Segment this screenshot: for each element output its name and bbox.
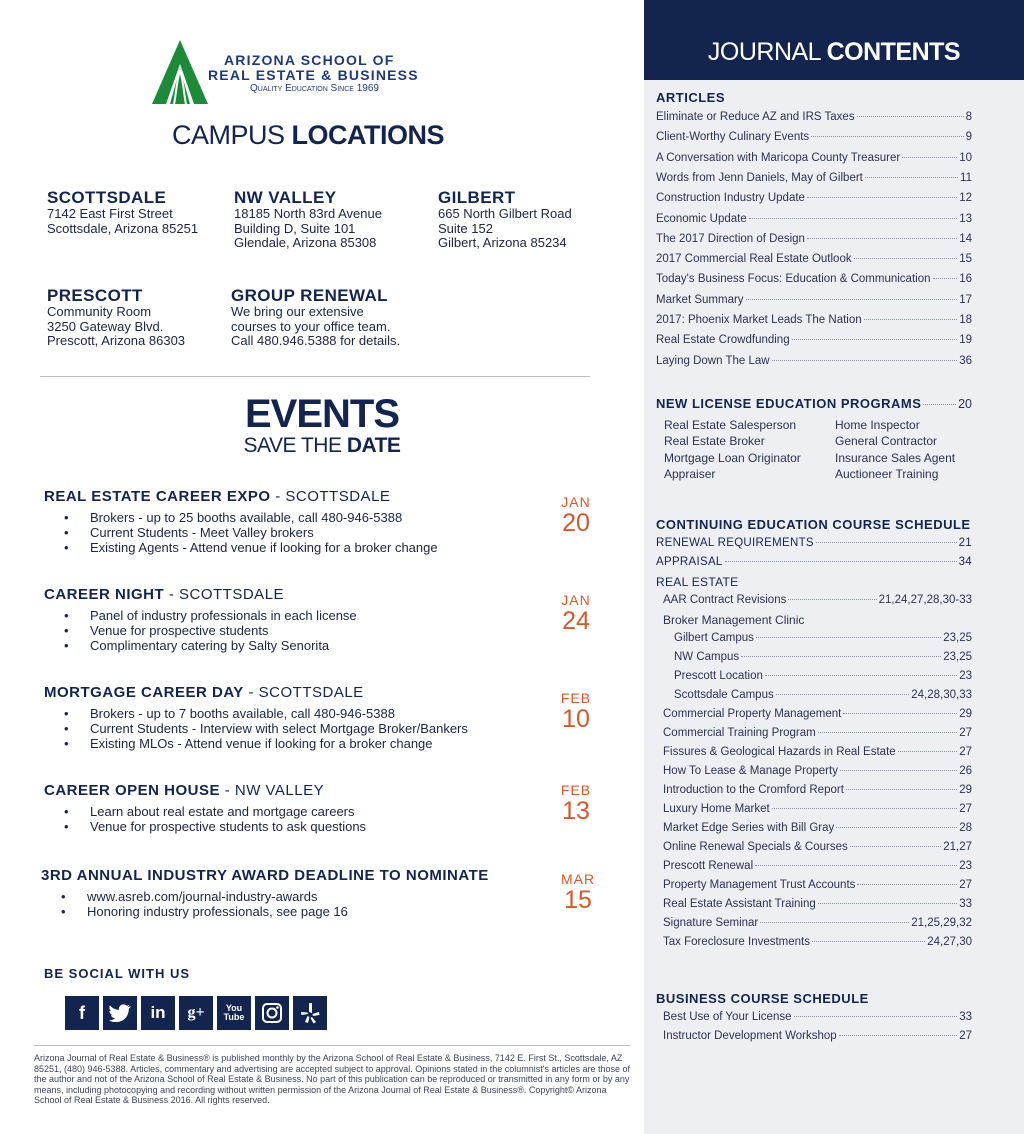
article-entry[interactable] (656, 294, 972, 306)
toc-entry-page: 19 (959, 334, 972, 347)
toc-entry-page: 33 (959, 898, 972, 910)
location-line: Scottsdale, Arizona 85251 (47, 220, 199, 236)
event-title (41, 867, 561, 884)
toc-entry-page: 33 (959, 1011, 972, 1023)
leader-dots (725, 561, 957, 562)
toc-entry-page: 21,25,29,32 (911, 917, 972, 929)
yelp-icon[interactable] (293, 996, 327, 1030)
leader-dots (840, 770, 957, 771)
article-entry[interactable] (656, 172, 972, 184)
event-bullets (44, 608, 564, 653)
toc-entry-page: 9 (965, 131, 972, 144)
real-estate-label: REAL ESTATE (656, 575, 739, 589)
journal-header (644, 0, 1024, 80)
new-license-page: 20 (958, 397, 972, 411)
leader-dots (811, 136, 963, 137)
location-prescott (47, 286, 185, 349)
leader-dots (746, 299, 958, 300)
location-line: 18185 North 83rd Avenue (234, 206, 382, 221)
program-item[interactable]: Mortgage Loan Originator (664, 450, 801, 465)
toc-entry-title: Fissures & Geological Hazards in Real Estate (663, 746, 896, 758)
leader-dots (749, 218, 957, 219)
toc-entry-title: Laying Down The Law (656, 354, 770, 367)
location-group-renewal (231, 286, 400, 349)
event-name: CAREER OPEN HOUSE (44, 782, 221, 799)
toc-entry-page: 27 (959, 803, 972, 815)
toc-entry-title: Instructor Development Workshop (663, 1030, 837, 1042)
event-location: NW VALLEY (234, 782, 325, 799)
toc-entry-page: 29 (959, 708, 972, 720)
ce-entry[interactable] (663, 917, 972, 929)
article-entry[interactable] (656, 233, 972, 245)
location-name: GROUP RENEWAL (231, 286, 388, 305)
business-course-heading: BUSINESS COURSE SCHEDULE (656, 991, 869, 1006)
leader-dots (792, 339, 958, 340)
toc-entry-page: 16 (959, 273, 972, 286)
event-title: MORTGAGE CAREER DAY - SCOTTSDALE (44, 684, 364, 701)
toc-entry-title: RENEWAL REQUIREMENTS (656, 537, 814, 549)
toc-entry-title: Best Use of Your License (663, 1011, 792, 1023)
social-icons (65, 996, 327, 1030)
logo-tagline: Quality Education Since 1969 (250, 83, 379, 94)
toc-entry-title: Commercial Property Management (663, 708, 842, 720)
instagram-icon[interactable] (255, 996, 289, 1030)
location-nw-valley (234, 188, 382, 251)
events-title: EVENTS (244, 392, 400, 436)
campus-title-light: CAMPUS (172, 120, 285, 150)
toc-entry-page: 13 (959, 212, 972, 225)
event-date (548, 871, 608, 913)
toc-entry-page: 29 (959, 784, 972, 796)
leader-dots (898, 751, 958, 752)
ce-entry[interactable] (663, 841, 972, 853)
event-name: REAL ESTATE CAREER EXPO (44, 488, 271, 505)
toc-entry-page: 21,24,27,28,30-33 (878, 594, 972, 606)
event-bullet: • Current Students - Meet Valley brokers (44, 525, 564, 540)
event-date (546, 782, 606, 824)
leader-dots (839, 1035, 958, 1036)
toc-entry-title: Client-Worthy Culinary Events (656, 131, 810, 144)
location-line: Gilbert, Arizona 85234 (438, 235, 567, 250)
ce-entry[interactable] (663, 898, 972, 910)
location-line: 665 North Gilbert Road (438, 206, 572, 221)
leader-dots (923, 404, 956, 405)
event-date (546, 592, 606, 634)
event-title: REAL ESTATE CAREER EXPO - SCOTTSDALE (44, 488, 391, 505)
ce-entry[interactable] (663, 803, 972, 815)
location-line: courses to your office team. (231, 318, 391, 334)
toc-entry-title: A Conversation with Maricopa County Treasurer (656, 151, 901, 164)
program-item[interactable]: Appraiser (664, 466, 716, 481)
toc-entry-title: AAR Contract Revisions (663, 594, 787, 606)
event-day: 24 (562, 607, 590, 635)
leader-dots (902, 157, 957, 158)
event-bullet: • Complimentary catering by Salty Senorita (44, 638, 564, 653)
event-title: CAREER OPEN HOUSE - NW VALLEY (44, 782, 325, 799)
toc-entry-title: NW Campus (674, 651, 740, 663)
toc-entry-page: 15 (959, 253, 972, 266)
toc-entry-title: 2017 Commercial Real Estate Outlook (656, 253, 852, 266)
toc-entry-page: 12 (959, 192, 972, 205)
ce-entry[interactable] (674, 651, 972, 663)
ce-entry[interactable] (663, 879, 972, 891)
article-entry[interactable] (656, 334, 972, 346)
event-name: 3RD ANNUAL INDUSTRY AWARD DEADLINE TO NOMINATE (41, 867, 489, 884)
events-subtitle-light: SAVE THE (243, 434, 342, 457)
event-item (44, 782, 564, 834)
leader-dots (854, 258, 958, 259)
event-date (546, 690, 606, 732)
leader-dots (850, 846, 941, 847)
location-line: Building D, Suite 101 (234, 220, 356, 236)
journal-title (644, 38, 1024, 67)
new-license-heading (656, 396, 972, 411)
logo-name-line-1: ARIZONA SCHOOL OF (224, 52, 395, 68)
program-item[interactable]: Insurance Sales Agent (835, 450, 956, 465)
leader-dots (807, 238, 957, 239)
articles-heading: ARTICLES (656, 90, 725, 105)
toc-entry-page: 17 (959, 293, 972, 306)
ce-entry[interactable] (674, 689, 972, 701)
event-month: FEB (560, 690, 592, 706)
toc-entry-title: Gilbert Campus (674, 632, 754, 644)
toc-entry-page: 18 (959, 314, 972, 326)
toc-entry-title: Tax Foreclosure Investments (663, 936, 811, 948)
toc-entry-title: How To Lease & Manage Property (663, 765, 838, 777)
event-location: SCOTTSDALE (179, 586, 285, 603)
leader-dots (765, 675, 957, 676)
leader-dots (807, 197, 957, 198)
event-bullets (44, 706, 564, 751)
toc-entry-page: 23 (959, 670, 972, 682)
toc-entry-page: 24,28,30,33 (911, 689, 972, 701)
school-logo (152, 40, 452, 106)
article-entry[interactable] (656, 131, 972, 143)
toc-entry-title: APPRAISAL (656, 556, 723, 568)
twitter-icon[interactable] (103, 996, 137, 1030)
toc-entry-title: 2017: Phoenix Market Leads The Nation (656, 314, 862, 326)
article-entry[interactable] (656, 355, 972, 367)
event-bullet: • Honoring industry professionals, see page 16 (41, 904, 561, 919)
event-bullets (44, 804, 564, 834)
toc-entry-page: 28 (959, 822, 972, 834)
event-name: CAREER NIGHT (44, 586, 165, 603)
toc-entry-page: 36 (959, 354, 972, 367)
ce-entry[interactable] (663, 727, 972, 739)
event-item (44, 586, 564, 653)
ce-entry[interactable] (663, 594, 972, 606)
program-item[interactable]: Real Estate Salesperson (664, 418, 797, 432)
ce-entry[interactable] (663, 860, 972, 872)
toc-entry-page: 24,27,30 (927, 936, 972, 948)
toc-entry-title: Market Summary (656, 293, 744, 306)
leader-dots (772, 360, 958, 361)
toc-entry-page: 26 (959, 765, 972, 777)
linkedin-icon[interactable]: in (141, 996, 175, 1030)
program-item[interactable]: Home Inspector (835, 418, 920, 432)
toc-entry-page: 27 (959, 727, 972, 739)
toc-entry-page: 27 (959, 879, 972, 891)
ce-entry[interactable] (663, 708, 972, 720)
leader-dots (933, 278, 958, 279)
youtube-icon[interactable]: You Tube (217, 996, 251, 1030)
article-entry[interactable] (656, 152, 972, 164)
event-day: 13 (562, 797, 590, 825)
journal-title-bold: CONTENTS (826, 38, 961, 66)
location-scottsdale (47, 188, 198, 236)
journal-contents-panel (644, 0, 1024, 1134)
continuing-education-heading: CONTINUING EDUCATION COURSE SCHEDULE (656, 517, 971, 532)
leader-dots (788, 599, 876, 600)
location-line: Community Room (47, 304, 152, 319)
location-gilbert (438, 188, 572, 251)
location-name: GILBERT (438, 188, 516, 207)
event-item (44, 488, 564, 555)
toc-entry-page: 10 (959, 151, 972, 164)
event-bullet: • www.asreb.com/journal-industry-awards (41, 889, 561, 904)
toc-entry-page: 23 (959, 860, 972, 872)
events-subtitle-bold: DATE (346, 434, 401, 457)
toc-entry-title: Scottsdale Campus (674, 689, 774, 701)
toc-entry-title: The 2017 Direction of Design (656, 232, 805, 245)
location-line: 3250 Gateway Blvd. (47, 318, 164, 334)
toc-entry-title: Market Edge Series with Bill Gray (663, 822, 835, 834)
ce-entry[interactable] (663, 822, 972, 834)
leader-dots (776, 694, 910, 695)
article-entry[interactable] (656, 192, 972, 204)
events-subtitle (0, 434, 644, 458)
leader-dots (760, 922, 909, 923)
leader-dots (816, 542, 957, 543)
new-license-heading-text: NEW LICENSE EDUCATION PROGRAMS (656, 396, 922, 411)
event-bullet: • Existing MLOs - Attend venue if looking for a broker change (44, 736, 564, 751)
leader-dots (756, 637, 941, 638)
event-bullet: • Learn about real estate and mortgage careers (44, 804, 564, 819)
event-bullet: • Brokers - up to 25 booths available, call 480-946-5388 (44, 510, 564, 525)
event-month: FEB (560, 782, 592, 798)
tree-logo-icon (152, 40, 208, 106)
toc-entry-page: 14 (959, 232, 972, 245)
toc-entry-page: 34 (958, 556, 972, 568)
leader-dots (818, 903, 957, 904)
event-day: 20 (562, 509, 590, 537)
event-day: 15 (564, 886, 592, 914)
toc-entry-title: Prescott Renewal (663, 860, 754, 872)
ce-entry[interactable] (663, 746, 972, 758)
program-item[interactable]: Auctioneer Training (835, 466, 939, 481)
article-entry[interactable] (656, 314, 972, 326)
event-bullet: • Brokers - up to 7 booths available, call 480-946-5388 (44, 706, 564, 721)
ce-entry[interactable] (663, 765, 972, 777)
event-month: MAR (560, 871, 596, 887)
campus-title-bold: LOCATIONS (291, 120, 445, 150)
toc-entry-title: Luxury Home Market (663, 803, 770, 815)
location-line: Prescott, Arizona 86303 (47, 333, 186, 348)
toc-entry-title: Commercial Training Program (663, 727, 816, 739)
leader-dots (857, 884, 957, 885)
leader-dots (812, 941, 925, 942)
location-name: SCOTTSDALE (47, 188, 167, 207)
ce-entry[interactable] (663, 936, 972, 948)
event-location: SCOTTSDALE (285, 488, 391, 505)
event-bullet: • Panel of industry professionals in each license (44, 608, 564, 623)
event-title: CAREER NIGHT - SCOTTSDALE (44, 586, 285, 603)
toc-entry-page: 11 (960, 171, 972, 184)
publication-disclaimer: Arizona Journal of Real Estate & Business® is published monthly by the Arizona School of Real Estate & Business, 7142 E. First St., Scottsdale, AZ 85251, (480) 946-5388. Articles, commentary and advertising are accepted subject to approval. Opinions stated in the columnist's articles are those of the author and not of the Arizona School of Real Estate & Business. No part of this publication can be reproduced or transmitted in any form or by any means, including photocopying and recording without written permission of the Arizona Journal of Real Estate & Business®. Copyright© Arizona School of Real Estate & Business 2016. All rights reserved. (34, 1053, 631, 1105)
journal-title-light: JOURNAL (707, 38, 821, 66)
leader-dots (843, 713, 957, 714)
toc-entry-page: 27 (959, 1030, 972, 1042)
business-course-entry[interactable] (663, 1030, 972, 1042)
footer-divider (34, 1045, 630, 1046)
event-bullet: • Venue for prospective students to ask questions (44, 819, 564, 834)
toc-entry-page: 23,25 (943, 632, 972, 644)
article-entry[interactable] (656, 253, 972, 265)
toc-entry-page: 21,27 (943, 841, 972, 853)
ce-entry[interactable] (674, 670, 972, 682)
event-item (44, 684, 564, 751)
article-entry[interactable] (656, 213, 972, 225)
location-name: NW VALLEY (234, 188, 337, 207)
leader-dots (864, 319, 958, 320)
ce-entry[interactable] (663, 784, 972, 796)
ce-entry[interactable] (656, 537, 972, 549)
leader-dots (865, 177, 958, 178)
event-bullets (41, 889, 561, 919)
toc-entry-title: Today's Business Focus: Education & Communication (656, 273, 931, 286)
broker-management-clinic-label: Broker Management Clinic (663, 613, 805, 627)
business-course-entry[interactable] (663, 1011, 972, 1023)
logo-name-line-2: REAL ESTATE & BUSINESS (208, 67, 419, 83)
location-line: Call 480.946.5388 for details. (231, 333, 401, 348)
google-plus-icon[interactable]: g+ (179, 996, 213, 1030)
leader-dots (772, 808, 957, 809)
program-item[interactable]: General Contractor (835, 434, 938, 449)
event-item (41, 867, 561, 919)
toc-entry-title: Real Estate Crowdfunding (656, 334, 790, 347)
event-date (546, 494, 606, 536)
event-location: SCOTTSDALE (258, 684, 364, 701)
toc-entry-page: 27 (959, 746, 972, 758)
location-line: We bring our extensive (231, 304, 364, 319)
article-entry[interactable] (656, 111, 972, 123)
toc-entry-page: 21 (958, 537, 972, 549)
toc-entry-title: Construction Industry Update (656, 192, 805, 205)
toc-entry-title: Prescott Location (674, 670, 763, 682)
article-entry[interactable] (656, 273, 972, 285)
event-day: 10 (562, 705, 590, 733)
leader-dots (857, 116, 964, 117)
event-month: JAN (561, 494, 591, 510)
leader-dots (755, 865, 957, 866)
toc-entry-title: Introduction to the Cromford Report (663, 784, 844, 796)
toc-entry-page: 8 (965, 111, 972, 123)
event-bullet: • Venue for prospective students (44, 623, 564, 638)
facebook-icon[interactable]: f (65, 996, 99, 1030)
toc-entry-title: Online Renewal Specials & Courses (663, 841, 848, 853)
leader-dots (836, 827, 957, 828)
event-month: JAN (561, 592, 591, 608)
toc-entry-title: Words from Jenn Daniels, May of Gilbert (656, 171, 863, 184)
toc-entry-title: Eliminate or Reduce AZ and IRS Taxes (656, 111, 855, 123)
event-bullet: • Existing Agents - Attend venue if looking for a broker change (44, 540, 564, 555)
toc-entry-title: Economic Update (656, 212, 747, 225)
location-line: 7142 East First Street (47, 206, 173, 221)
toc-entry-title: Signature Seminar (663, 917, 759, 929)
leader-dots (846, 789, 957, 790)
leader-dots (741, 656, 941, 657)
toc-entry-title: Real Estate Assistant Training (663, 898, 816, 910)
location-line: Glendale, Arizona 85308 (234, 235, 377, 250)
location-name: PRESCOTT (47, 286, 143, 305)
ce-entry[interactable] (656, 556, 972, 568)
section-divider (40, 376, 590, 377)
event-name: MORTGAGE CAREER DAY (44, 684, 244, 701)
toc-entry-page: 23,25 (943, 651, 972, 663)
toc-entry-title: Property Management Trust Accounts (663, 879, 856, 891)
leader-dots (794, 1016, 958, 1017)
program-item[interactable]: Real Estate Broker (664, 434, 765, 449)
location-line: Suite 152 (438, 220, 493, 236)
campus-locations-title (172, 120, 444, 151)
social-label: BE SOCIAL WITH US (44, 966, 191, 981)
event-bullet: • Current Students - Interview with select Mortgage Broker/Bankers (44, 721, 564, 736)
leader-dots (818, 732, 957, 733)
ce-entry[interactable] (674, 632, 972, 644)
event-bullets (44, 510, 564, 555)
